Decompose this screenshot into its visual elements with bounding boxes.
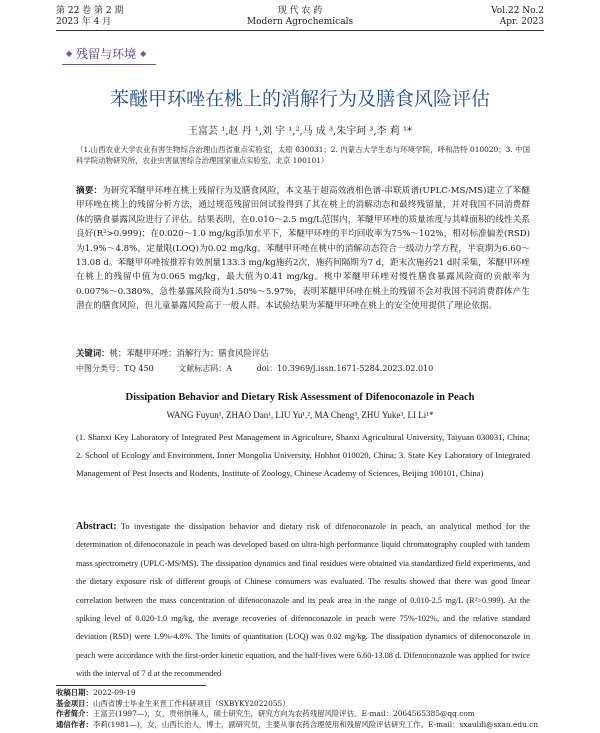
header-volume-en: Vol.22 No.2 (491, 6, 544, 16)
footnote-author-bio-text: 王富芸(1997—)，女，贵州纳雍人，硕士研究生，研究方向为农药残留风险评估。E-mail：2064565385@qq.com (92, 709, 475, 719)
footnote-corresponding-label: 通信作者： (56, 719, 93, 729)
running-header (56, 6, 544, 30)
affiliation-cn: （1.山西农业大学农业有害生物综合治理山西省重点实验室，太原 030031；2. 内蒙古大学生态与环境学院，呼和浩特 010020；3. 中国科学院动物研究所，农业虫害鼠害综合治理国家重点实验室，北京 100101） (76, 145, 530, 165)
footnote-received-text: 2022-09-19 (92, 688, 136, 697)
header-rule (56, 30, 544, 31)
footnote-funding-label: 基金项目： (56, 698, 93, 708)
abstract-en (76, 518, 530, 684)
document-code: 文献标志码：A (178, 364, 233, 373)
footnote-received-label: 收稿日期： (56, 688, 93, 697)
doi: doi：10.3969/j.issn.1671-5284.2023.02.010 (256, 364, 434, 373)
abstract-en-text: To investigate the dissipation behavior and dietary risk of difenoconazole in peach, an analytical method for the determination of difenoconazole in peach was developed based on ultra-high performance liquid chromatography coupled with tandem mass spectrometry (UPLC-MS/MS). The dissipation dynamics and final residues were obtained via standardized field experiments, and the dietary exposure risk of different groups of Chinese consumers was evaluated. The results showed that there was good linear correlation between the mass concentration of difenoconazole and its peak area in the range of 0.010-2.5 mg/L (R²>0.999). At the spiking level of 0.020-1.0 mg/kg, the average recoveries of difenoconazole in peach were 75%-102%, and the relative standard deviation (RSD) were 1.9%-4.8%. The limits of quantitation (LOQ) was 0.02 mg/kg. The dissipation dynamics of difenoconazole in peach were accordance with the first-order kinetic equation, and the half-lives were 6.60-13.08 d. Difenoconazole was applied for twice with the interval of 7 d at the recommended (76, 522, 530, 679)
footnote-funding-text: 山西省博士毕业生来晋工作科研项目（SXBYKY2022055） (92, 698, 290, 708)
authors-cn: 王富芸 ¹,赵 丹 ¹,刘 宇 ¹,²,马 成 ³,朱宇珂 ³,李 莉 ¹* (188, 126, 412, 137)
diamond-icon: ◆ (140, 49, 147, 58)
section-tag (62, 46, 156, 65)
authors-en: WANG Fuyun¹, ZHAO Dan¹, LIU Yu¹,², MA Cheng³, ZHU Yuke³, LI Li¹* (166, 410, 434, 420)
header-journal-cn: 现 代 农 药 (277, 6, 323, 16)
footnote-author-bio (56, 709, 544, 720)
header-date-en: Apr. 2023 (499, 17, 544, 27)
keywords-cn-label: 关键词： (76, 348, 110, 358)
footnote-rule (56, 685, 206, 686)
article-title-en: Dissipation Behavior and Dietary Risk Assessment of Difenoconazole in Peach (125, 392, 475, 403)
abstract-cn-text: 为研究苯醚甲环唑在桃上残留行为及膳食风险，本文基于超高效液相色谱-串联质谱(UPLC-MS/MS)建立了苯醚甲环唑在桃上的残留分析方法，通过规范残留田间试验得到了其在桃上的消解动态和最终残留量，并对我国不同消费群体的膳食暴露风险进行了评估。结果表明，在0.010～2.5 mg/L范围内，苯醚甲环唑的质量浓度与其峰面积的线性关系良好(R²>0.999)；在0.020～1.0 mg/kg添加水平下，苯醚甲环唑的平均回收率为75%～102%，相对标准偏差(RSD)为1.9%～4.8%，定量限(LOQ)为0.02 mg/kg。苯醚甲环唑在桃中的消解动态符合一级动力学方程，半衰期为6.60～13.08 d。苯醚甲环唑按推荐有效剂量133.3 mg/kg施药2次，施药间隔期为7 d，距末次施药21 d时采集，苯醚甲环唑在桃上的残留中值为0.065 mg/kg，最大值为0.41 mg/kg。桃中苯醚甲环唑对慢性膳食暴露风险商的贡献率为0.007%～0.380%，急性暴露风险商为1.50%～5.97%，表明苯醚甲环唑在桃上的残留不会对我国不同消费群体产生潜在的膳食风险，但儿童暴露风险高于一般人群。本试验结果为苯醚甲环唑在桃上的安全使用提供了理论依据。 (76, 186, 530, 312)
header-volume-cn: 第 22 卷 第 2 期 (56, 6, 124, 16)
keywords-cn-text: 桃；苯醚甲环唑；消解行为；膳食风险评估 (109, 348, 269, 358)
abstract-en-label: Abstract: (76, 521, 117, 532)
clc-number: 中图分类号：TQ 450 (76, 364, 154, 373)
classification-cn (76, 363, 530, 375)
header-volume-issue-en (491, 6, 544, 28)
abstract-cn-label: 摘要： (76, 186, 103, 196)
header-date-cn: 2023 年 4 月 (56, 17, 112, 27)
footnote-author-bio-label: 作者简介： (56, 709, 93, 719)
footnote-received (56, 688, 544, 699)
abstract-cn (76, 184, 530, 314)
article-title-cn: 苯醚甲环唑在桃上的消解行为及膳食风险评估 (109, 88, 490, 110)
header-journal-en: Modern Agrochemicals (246, 17, 354, 27)
footnote-corresponding-text: 李莉(1981—)，女，山西长治人，博士，副研究员，主要从事农药合理使用和残留风险评估研究工作。E-mail：sxaulili@sxau.edu.cn (92, 719, 539, 729)
affiliation-en: (1. Shanxi Key Laboratory of Integrated Pest Management in Agriculture, Shanxi Agricultural University, Taiyuan 030031, China; 2. School of Ecology and Environment, Inner Mongolia University, Hohhot 010020, China; 3. State Key Laboratory of Integrated Management of Pest Insects and Rodents, Institute of Zoology, Chinese Academy of Sciences, Beijing 100101, China) (76, 432, 530, 478)
footnote-corresponding (56, 720, 544, 731)
header-journal (56, 6, 544, 28)
section-tag-label: 残留与环境 (76, 47, 137, 61)
footnotes (56, 688, 544, 730)
keywords-cn (76, 347, 530, 359)
footnote-funding (56, 699, 544, 710)
diamond-icon: ◆ (66, 49, 73, 58)
